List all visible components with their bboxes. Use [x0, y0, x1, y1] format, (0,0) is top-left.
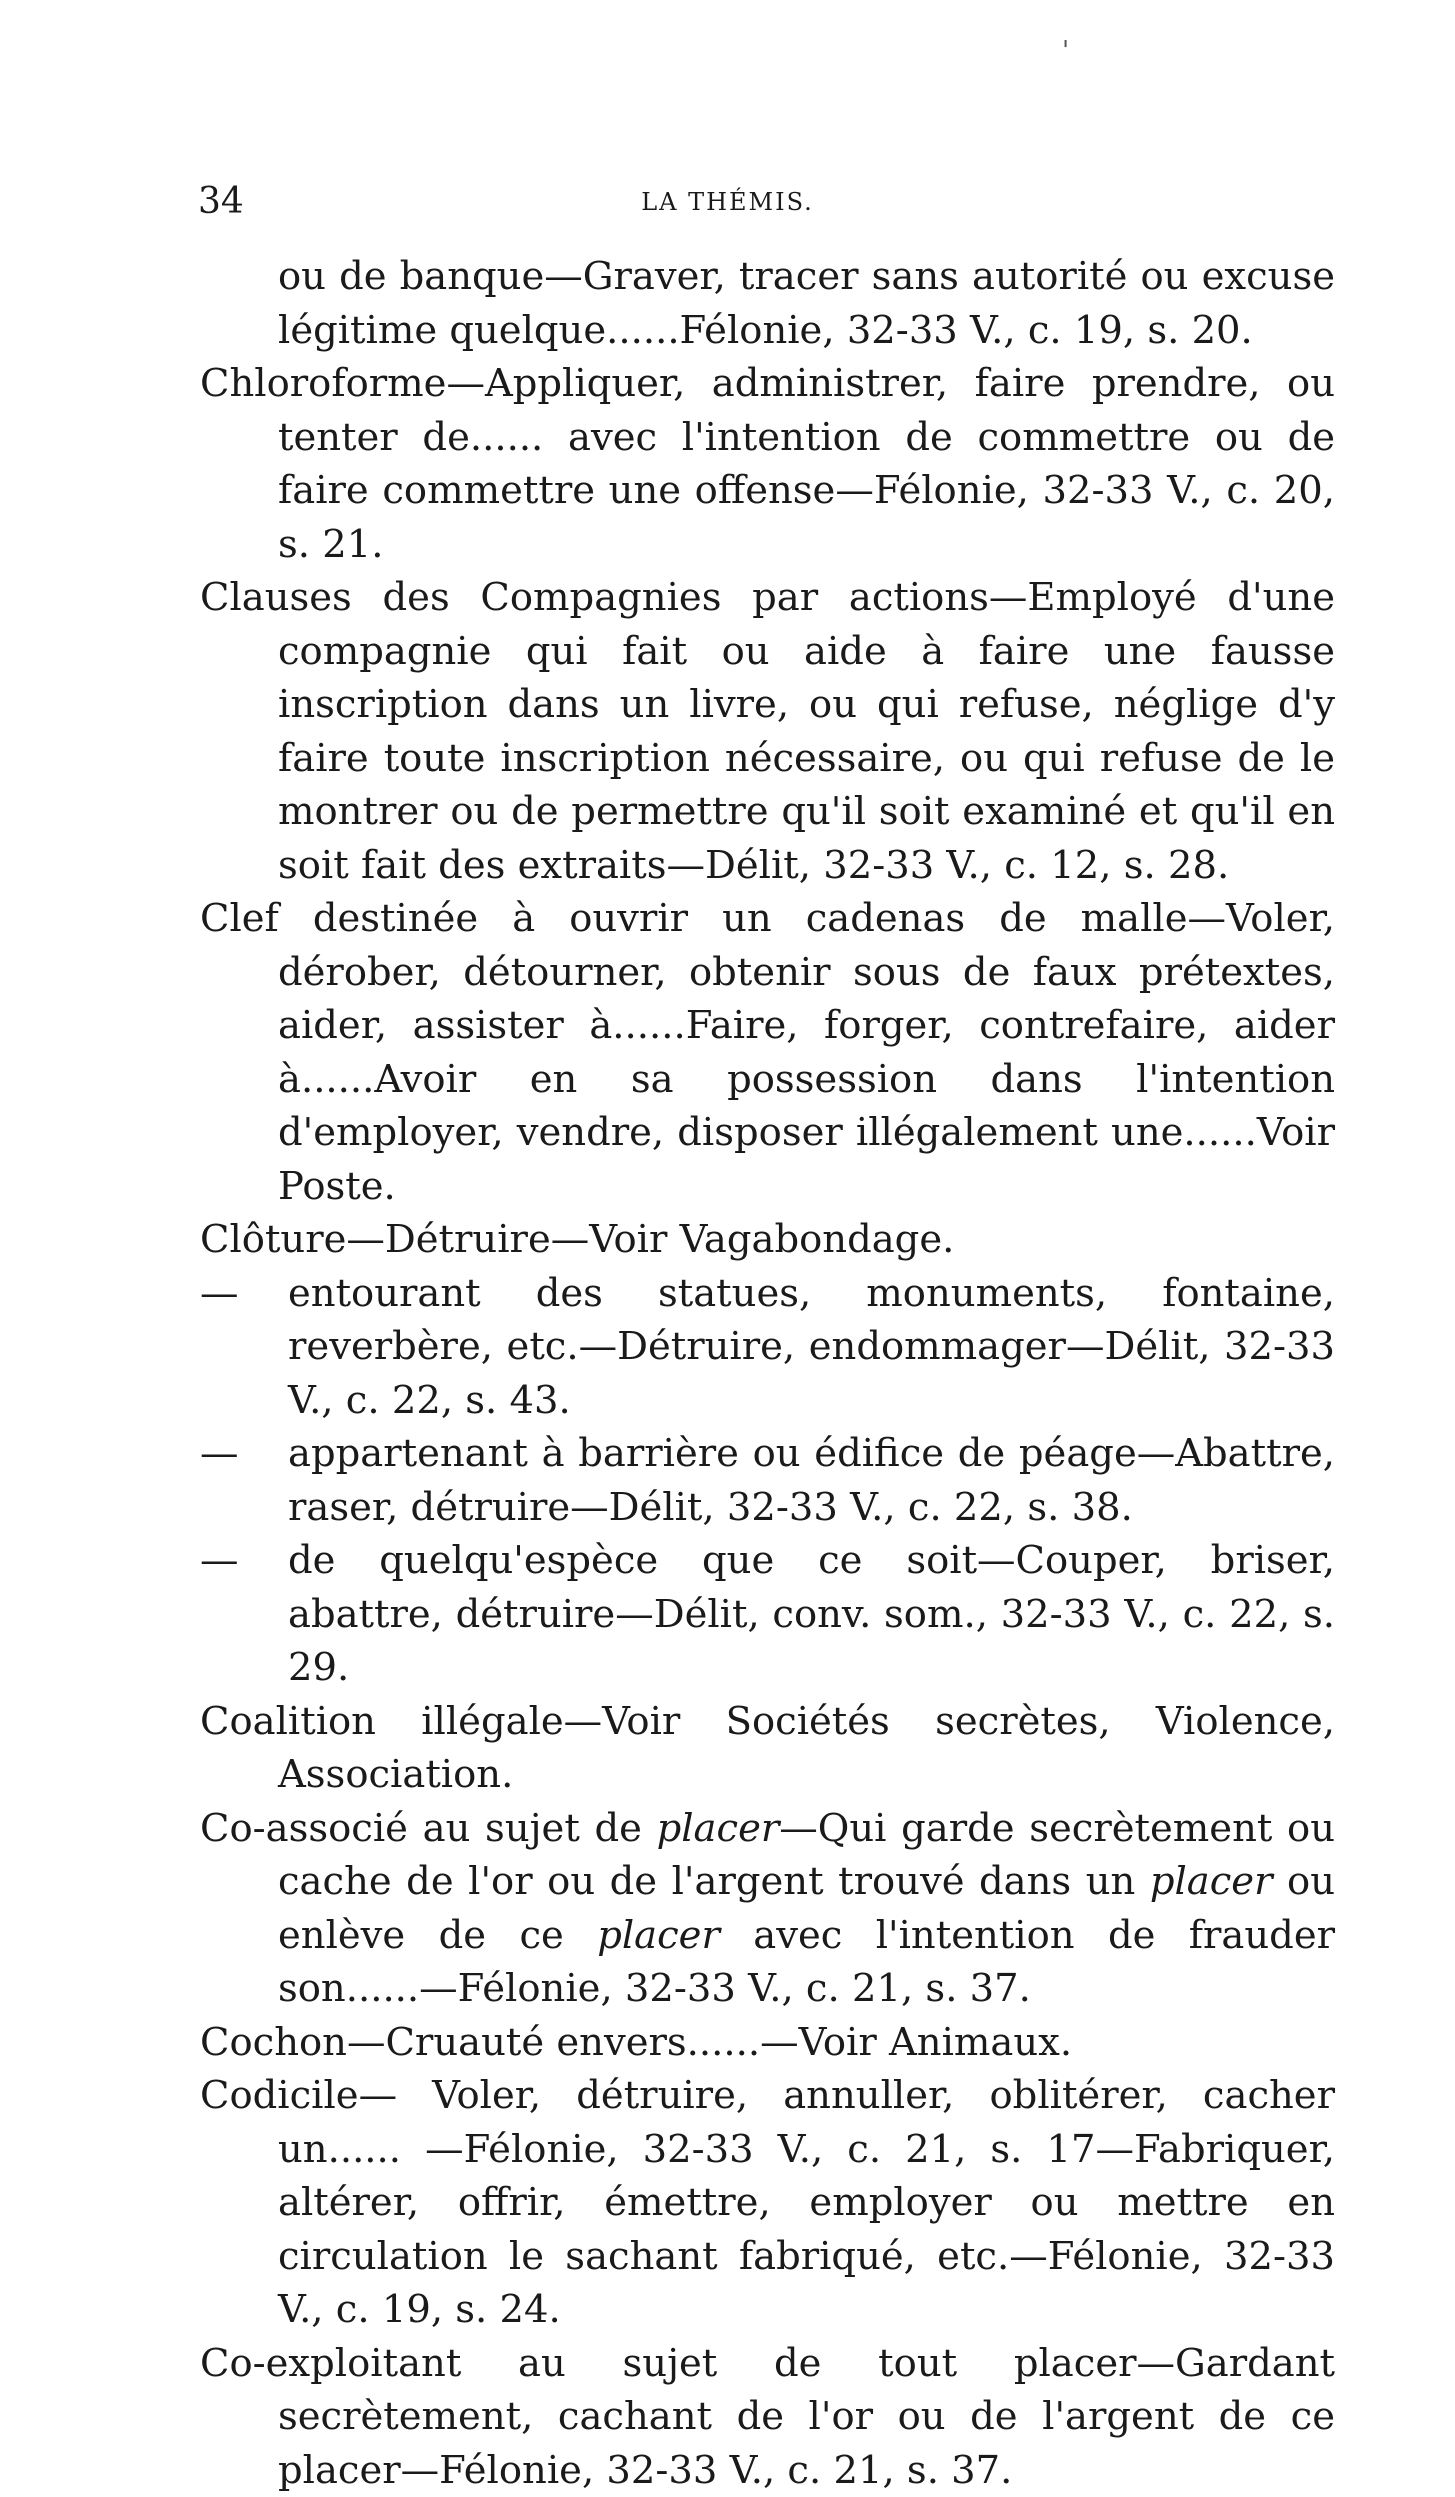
- index-subentry-barriere: [200, 1427, 1335, 1534]
- page-number: 34: [198, 180, 244, 224]
- index-subentry-espece: [200, 1534, 1335, 1695]
- entry-text-part: —Qui garde secrètement ou cache de l'or ou de l'argent trouvé dans un: [278, 1806, 1335, 1905]
- margin-mark: ': [1062, 36, 1069, 66]
- entry-text-part: ou enlève de ce: [278, 1859, 1335, 1958]
- index-entry-clef: Clef destinée à ouvrir un cadenas de malle—Voler, dérober, détourner, obtenir sous de faux prétextes, aider, assister à......Faire, forger, contrefaire, aider à......Avoir en sa possession dans l'intention d'employer, vendre, disposer illégalement une......Voir Poste.: [200, 892, 1335, 1213]
- running-head: LA THÉMIS.: [0, 184, 1455, 220]
- entry-text-part: Co-associé au sujet de: [200, 1806, 657, 1851]
- index-entry-continuation: ou de banque—Graver, tracer sans autorité ou excuse légitime quelque......Félonie, 32-33 V., c. 19, s. 20.: [200, 250, 1335, 357]
- subentry-text: entourant des statues, monuments, fontaine, reverbère, etc.—Détruire, endommager—Délit, 32-33 V., c. 22, s. 43.: [288, 1271, 1335, 1423]
- index-subentry-statues: [200, 1267, 1335, 1428]
- index-entry-cloture: Clôture—Détruire—Voir Vagabondage.: [200, 1213, 1335, 1267]
- italic-term: placer: [1150, 1859, 1273, 1904]
- index-body: [200, 250, 1335, 2497]
- index-entry-chloroforme: Chloroforme—Appliquer, administrer, faire prendre, ou tenter de...... avec l'intention de commettre ou de faire commettre une offense—Félonie, 32-33 V., c. 20, s. 21.: [200, 357, 1335, 571]
- index-entry-coalition: Coalition illégale—Voir Sociétés secrètes, Violence, Association.: [200, 1695, 1335, 1802]
- sub-dash: —: [200, 1267, 288, 1321]
- sub-dash: —: [200, 1427, 288, 1481]
- index-entry-codicile: Codicile— Voler, détruire, annuller, oblitérer, cacher un...... —Félonie, 32-33 V., c. 21, s. 17—Fabriquer, altérer, offrir, émettre, employer ou mettre en circulation le sachant fabriqué, etc.—Félonie, 32-33 V., c. 19, s. 24.: [200, 2069, 1335, 2337]
- index-entry-clauses: Clauses des Compagnies par actions—Employé d'une compagnie qui fait ou aide à faire une fausse inscription dans un livre, ou qui refuse, néglige d'y faire toute inscription nécessaire, ou qui refuse de le montrer ou de permettre qu'il soit examiné et qu'il en soit fait des extraits—Délit, 32-33 V., c. 12, s. 28.: [200, 571, 1335, 892]
- sub-dash: —: [200, 1534, 288, 1588]
- subentry-text: appartenant à barrière ou édifice de péage—Abattre, raser, détruire—Délit, 32-33 V., c. 22, s. 38.: [288, 1431, 1335, 1530]
- index-entry-cochon: Cochon—Cruauté envers......—Voir Animaux.: [200, 2016, 1335, 2070]
- index-entry-co-exploitant: Co-exploitant au sujet de tout placer—Gardant secrètement, cachant de l'or ou de l'argent de ce placer—Félonie, 32-33 V., c. 21, s. 37.: [200, 2337, 1335, 2497]
- entry-text-part: avec l'intention de frauder son......—Félonie, 32-33 V., c. 21, s. 37.: [278, 1913, 1335, 2012]
- index-entry-co-associe: [200, 1802, 1335, 2016]
- italic-term: placer: [597, 1913, 720, 1958]
- italic-term: placer: [657, 1806, 780, 1851]
- subentry-text: de quelqu'espèce que ce soit—Couper, briser, abattre, détruire—Délit, conv. som., 32-33 V., c. 22, s. 29.: [288, 1538, 1335, 1690]
